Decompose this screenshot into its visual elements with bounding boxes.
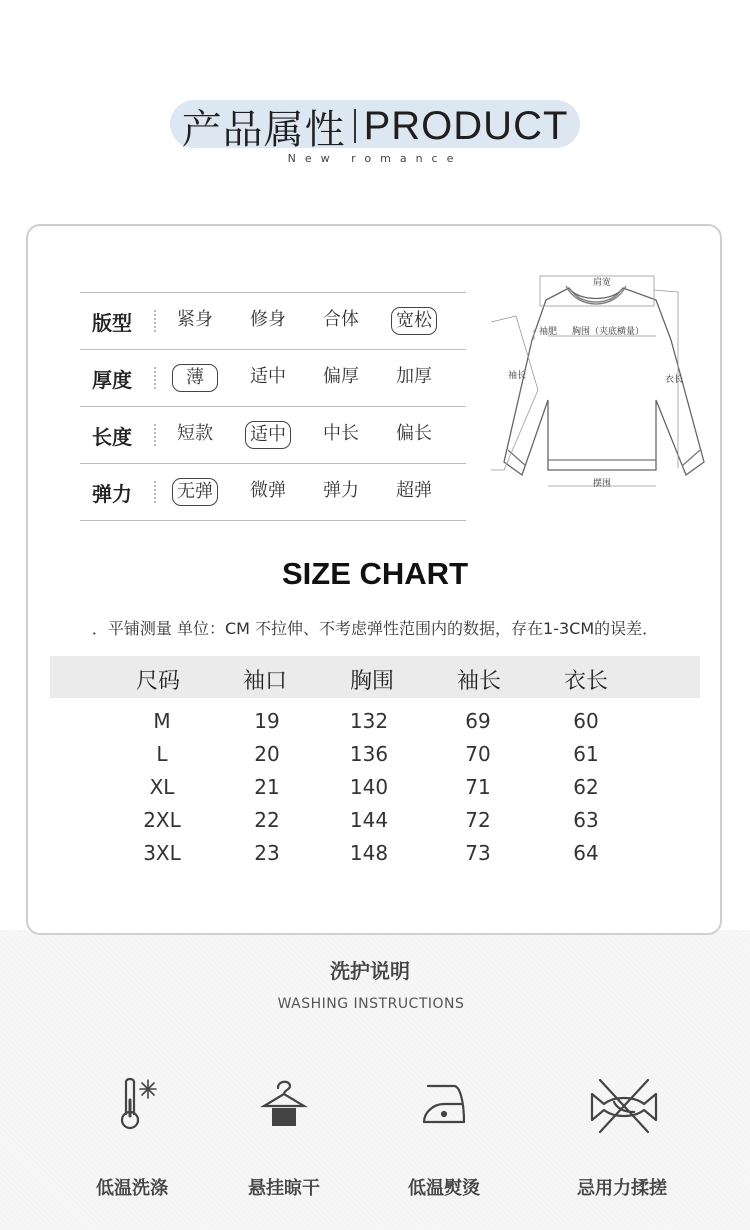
diagram-label-sleeve: 袖长 bbox=[508, 371, 527, 381]
header-cell: 袖口 bbox=[242, 669, 287, 694]
table-cell: 2XL bbox=[143, 808, 181, 832]
attribute-option: 修身 bbox=[250, 309, 286, 330]
diagram-label-chest: 胸围（夹底横量） bbox=[572, 327, 645, 337]
attribute-table bbox=[80, 292, 466, 521]
table-cell: 144 bbox=[349, 808, 389, 832]
care-title: 洗护说明 bbox=[330, 959, 410, 983]
attribute-option: 加厚 bbox=[396, 366, 432, 387]
attribute-option: 偏厚 bbox=[323, 366, 359, 387]
attribute-separator bbox=[154, 310, 158, 332]
care-label: 悬挂晾干 bbox=[248, 1178, 320, 1199]
diagram-label-hem: 摆围 bbox=[593, 479, 612, 489]
table-cell: 148 bbox=[349, 841, 389, 865]
title-en: PRODUCT bbox=[363, 103, 569, 148]
no-wring-icon bbox=[584, 1076, 664, 1136]
attribute-label: 弹力 bbox=[92, 481, 132, 506]
title-cn: 产品属性 bbox=[181, 106, 346, 153]
table-cell: M bbox=[153, 709, 171, 733]
title-divider bbox=[354, 109, 356, 143]
table-cell: XL bbox=[149, 775, 175, 799]
table-cell: 60 bbox=[573, 709, 599, 733]
attribute-label: 版型 bbox=[92, 310, 132, 335]
table-cell: 69 bbox=[465, 709, 491, 733]
header-cell: 胸围 bbox=[349, 669, 394, 694]
table-cell: 132 bbox=[349, 709, 389, 733]
size-chart-note: ．平铺测量 单位：CM 不拉伸、不考虑弹性范围内的数据，存在1-3CM的误差． bbox=[91, 619, 659, 638]
sweater-measurement-diagram bbox=[486, 270, 708, 496]
table-cell: 73 bbox=[465, 841, 491, 865]
table-row bbox=[50, 805, 700, 838]
attribute-label: 长度 bbox=[92, 424, 132, 449]
table-cell: 70 bbox=[465, 742, 491, 766]
attribute-separator bbox=[154, 481, 158, 503]
attribute-option: 微弹 bbox=[250, 480, 286, 501]
attribute-option: 适中 bbox=[250, 366, 286, 387]
table-cell: 63 bbox=[573, 808, 599, 832]
attribute-separator bbox=[154, 424, 158, 446]
care-label: 低温洗涤 bbox=[96, 1178, 168, 1199]
attribute-row bbox=[80, 463, 466, 521]
attribute-option: 合体 bbox=[323, 309, 359, 330]
attribute-option: 宽松 bbox=[391, 307, 437, 335]
attribute-row bbox=[80, 292, 466, 349]
table-cell: 61 bbox=[573, 742, 599, 766]
size-chart-header bbox=[50, 656, 700, 698]
table-row bbox=[50, 772, 700, 805]
table-cell: 21 bbox=[254, 775, 280, 799]
table-row bbox=[50, 739, 700, 772]
table-cell: 71 bbox=[465, 775, 491, 799]
table-cell: 19 bbox=[254, 709, 280, 733]
attribute-option: 短款 bbox=[177, 423, 213, 444]
header-cell: 衣长 bbox=[563, 669, 608, 694]
attribute-label: 厚度 bbox=[92, 367, 132, 392]
table-cell: 3XL bbox=[143, 841, 181, 865]
table-cell: L bbox=[156, 742, 168, 766]
care-subtitle: WASHING INSTRUCTIONS bbox=[277, 996, 465, 1012]
hanger-icon bbox=[244, 1076, 324, 1136]
table-cell: 22 bbox=[254, 808, 280, 832]
thermometer-snowflake-icon bbox=[96, 1076, 176, 1136]
attribute-row bbox=[80, 349, 466, 406]
table-cell: 140 bbox=[349, 775, 389, 799]
attribute-option: 紧身 bbox=[177, 309, 213, 330]
diagram-label-length: 衣长 bbox=[665, 375, 684, 385]
attribute-separator bbox=[154, 367, 158, 389]
header-cell: 袖长 bbox=[456, 669, 501, 694]
table-row bbox=[50, 838, 700, 871]
table-cell: 136 bbox=[349, 742, 389, 766]
table-cell: 23 bbox=[254, 841, 280, 865]
attribute-option: 偏长 bbox=[396, 423, 432, 444]
care-label: 忌用力揉搓 bbox=[577, 1178, 667, 1199]
iron-icon bbox=[404, 1076, 484, 1136]
attribute-option: 弹力 bbox=[323, 480, 359, 501]
table-cell: 72 bbox=[465, 808, 491, 832]
table-cell: 64 bbox=[573, 841, 599, 865]
page-subtitle: New romance bbox=[287, 152, 463, 165]
attribute-option: 无弹 bbox=[172, 478, 218, 506]
diagram-label-shoulder: 肩宽 bbox=[593, 278, 612, 288]
diagram-label-cuff: 袖肥 bbox=[539, 327, 558, 337]
header-cell: 尺码 bbox=[135, 669, 180, 694]
attribute-option: 适中 bbox=[245, 421, 291, 449]
attribute-row bbox=[80, 406, 466, 463]
table-cell: 62 bbox=[573, 775, 599, 799]
care-label: 低温熨烫 bbox=[408, 1178, 480, 1199]
page-title bbox=[170, 100, 580, 152]
attribute-option: 超弹 bbox=[396, 480, 432, 501]
table-cell: 20 bbox=[254, 742, 280, 766]
attribute-option: 薄 bbox=[172, 364, 218, 392]
size-chart-title: SIZE CHART bbox=[282, 556, 468, 591]
table-row bbox=[50, 706, 700, 739]
attribute-option: 中长 bbox=[323, 423, 359, 444]
